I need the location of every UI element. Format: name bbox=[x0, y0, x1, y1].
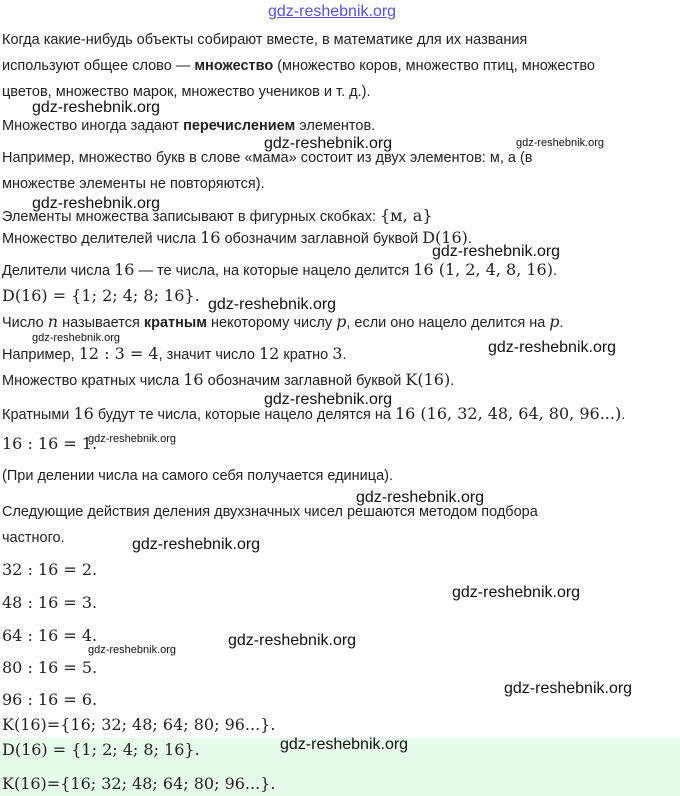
answer-d-set: D(16) = {1; 2; 4; 8; 16}. bbox=[2, 740, 200, 759]
k-definition-line: Кратными 16 будут те числа, которые нацело делятся на 16 (16, 32, 48, 64, 80, 96...). bbox=[2, 404, 626, 423]
term-multiple: кратным bbox=[143, 315, 208, 331]
watermark: gdz-reshebnik.org bbox=[32, 332, 121, 344]
divisors-line: Множество делителей числа 16 обозначим заглавной буквой D(16). bbox=[2, 228, 472, 247]
divisors-definition-line: Делители числа 16 — те числа, на которые нацело делится 16 (1, 2, 4, 8, 16). bbox=[2, 260, 557, 279]
multiple-example-line: Например, 12 : 3 = 4, значит число 12 кратно 3. bbox=[2, 344, 347, 363]
intro-line-3: цветов, множество марок, множество учеников и т. д.). bbox=[2, 84, 371, 100]
computation-96: 96 : 16 = 6. bbox=[2, 690, 98, 709]
watermark: gdz-reshebnik.org bbox=[516, 137, 605, 149]
answer-k-set: K(16)={16; 32; 48; 64; 80; 96...}. bbox=[2, 774, 276, 793]
selection-line-1: Следующие действия деления двухзначных чисел решаются методом подбора bbox=[2, 504, 538, 520]
watermark: gdz-reshebnik.org bbox=[432, 243, 561, 260]
braces-line: Элементы множества записывают в фигурных скобках: {м, а} bbox=[2, 206, 433, 225]
watermark: gdz-reshebnik.org bbox=[208, 296, 337, 313]
term-enumeration: перечислением bbox=[183, 118, 296, 134]
watermark: gdz-reshebnik.org bbox=[88, 433, 177, 445]
computation-32: 32 : 16 = 2. bbox=[2, 560, 98, 579]
watermark: gdz-reshebnik.org bbox=[356, 489, 485, 506]
computation-48: 48 : 16 = 3. bbox=[2, 593, 98, 612]
watermark: gdz-reshebnik.org bbox=[32, 99, 161, 116]
multiple-definition-line: Число n называется кратным некоторому числу p, если оно нацело делится на p. bbox=[2, 312, 564, 331]
watermark: gdz-reshebnik.org bbox=[504, 680, 633, 697]
computation-80: 80 : 16 = 5. bbox=[2, 658, 98, 677]
watermark: gdz-reshebnik.org bbox=[264, 135, 393, 152]
intro-line-1: Когда какие-нибудь объекты собирают вместе, в математике для их названия bbox=[2, 32, 528, 48]
example-line-1: Например, множество букв в слове «мама» состоит из двух элементов: м, а (в bbox=[2, 150, 533, 166]
watermark: gdz-reshebnik.org bbox=[88, 644, 177, 656]
computation-64: 64 : 16 = 4. bbox=[2, 626, 98, 645]
watermark: gdz-reshebnik.org bbox=[452, 584, 581, 601]
selection-line-2: частного. bbox=[2, 530, 65, 546]
watermark: gdz-reshebnik.org bbox=[488, 339, 617, 356]
watermark: gdz-reshebnik.org bbox=[228, 632, 357, 649]
term-set: множество bbox=[194, 58, 274, 74]
watermark-top: gdz-reshebnik.org bbox=[268, 3, 397, 20]
enumeration-line: Множество иногда задают перечислением элементов. bbox=[2, 118, 376, 134]
self-division-formula: 16 : 16 = 1. bbox=[2, 434, 98, 453]
watermark: gdz-reshebnik.org bbox=[264, 391, 393, 408]
watermark: gdz-reshebnik.org bbox=[280, 736, 409, 753]
self-division-note: (При делении числа на самого себя получается единица). bbox=[2, 468, 393, 484]
d-set-formula: D(16) = {1; 2; 4; 8; 16}. bbox=[2, 286, 200, 305]
intro-line-2: используют общее слово — множество (множество коров, множество птиц, множество bbox=[2, 58, 595, 74]
k-intro-line: Множество кратных числа 16 обозначим заглавной буквой K(16). bbox=[2, 370, 455, 389]
k-set-formula: K(16)={16; 32; 48; 64; 80; 96...}. bbox=[2, 715, 276, 734]
example-line-2: множестве элементы не повторяются). bbox=[2, 176, 265, 192]
watermark: gdz-reshebnik.org bbox=[132, 536, 261, 553]
watermark: gdz-reshebnik.org bbox=[32, 195, 161, 212]
